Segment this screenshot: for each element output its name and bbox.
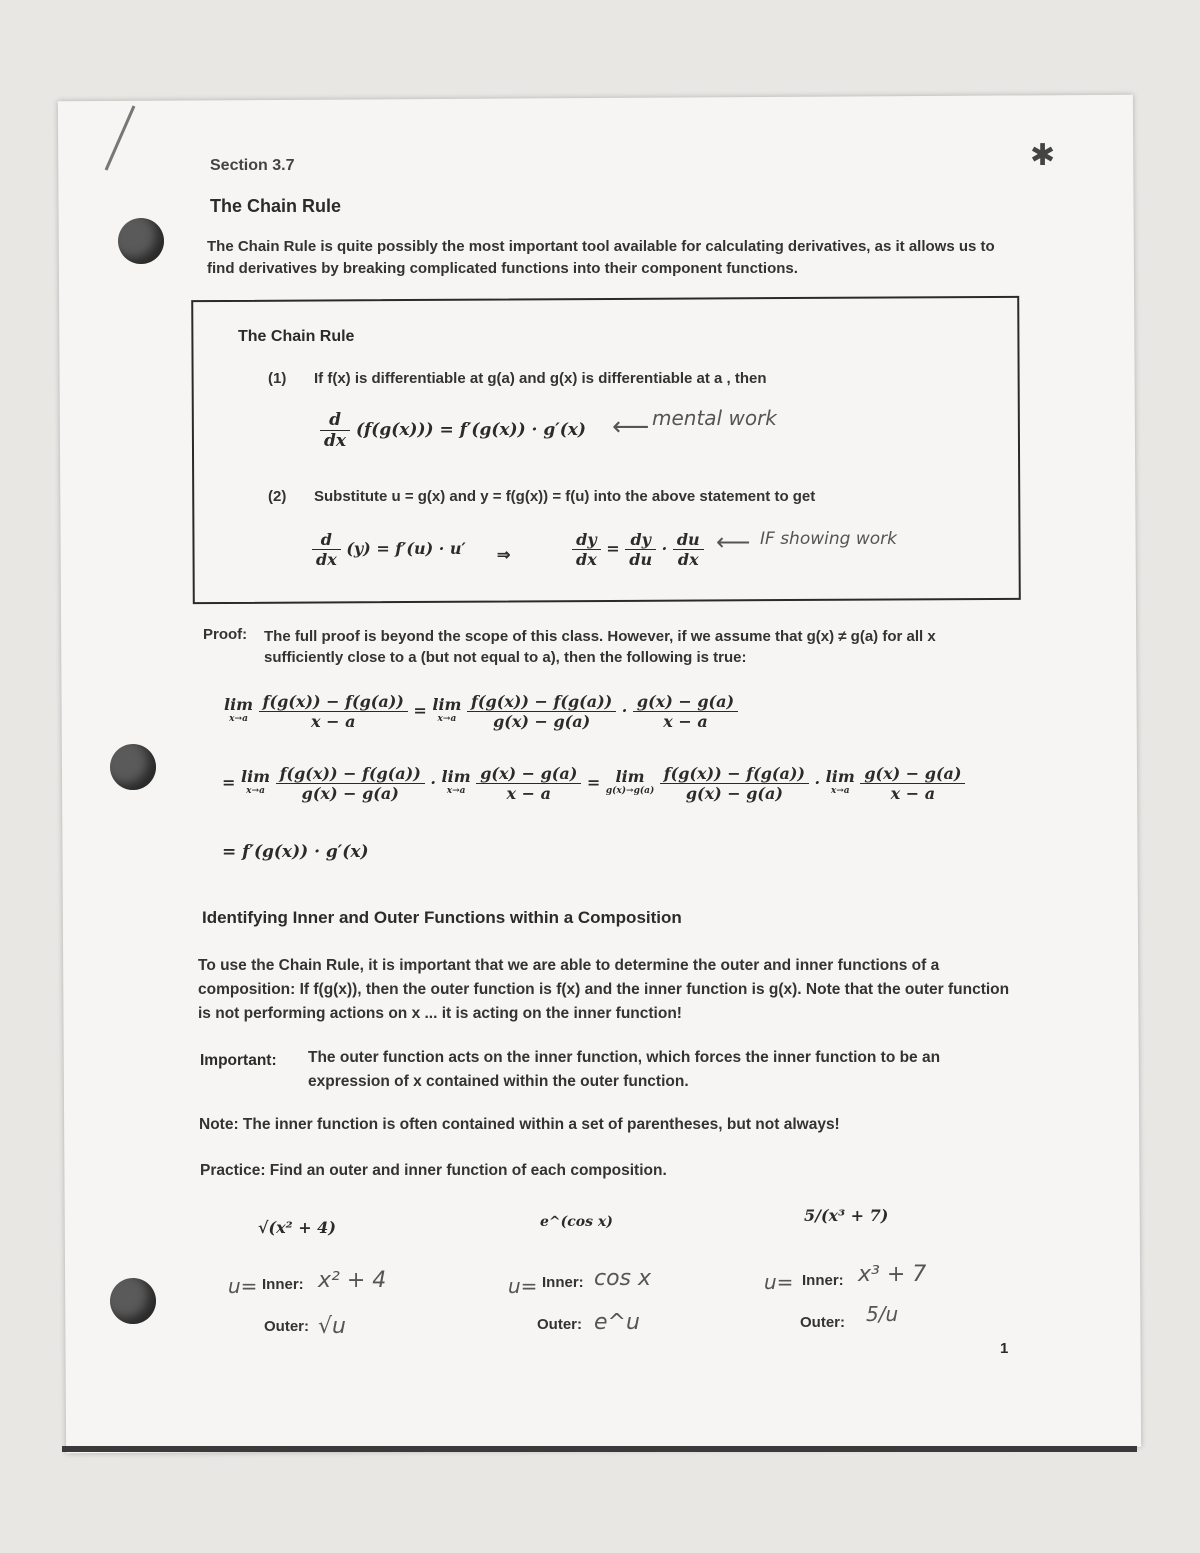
outer-label-1: Outer: <box>264 1318 309 1335</box>
handwritten-note-mental-work: mental work <box>652 406 777 430</box>
box-title: The Chain Rule <box>238 328 355 345</box>
identify-heading: Identifying Inner and Outer Functions within a Composition <box>202 908 682 927</box>
item1-number: (1) <box>268 370 287 387</box>
item1-formula <box>320 410 586 451</box>
proof-line-2: = lim x→a $\frac{f(g(x)) - f(g(a))}{g(x) - g(a)}$ · lim x→a $\frac{g(x) - g(a)}{x - a}$ = lim g(x)→g(a) $\frac{f(g(x)) - f(g(a))}{g(x) - g(a)}$ · lim x→a $\frac{g(x) - g(a)}{x - a}$ <box>222 764 965 803</box>
page-shadow-edge <box>62 1446 1137 1452</box>
item2-formula-left: $\frac{d}{dx}$ (y) = f′(u) · u′ <box>312 530 466 569</box>
item2-number: (2) <box>268 488 287 505</box>
u-mark-3: u= <box>764 1270 794 1294</box>
section-label: Section 3.7 <box>210 157 295 174</box>
item1-text: If f(x) is differentiable at g(a) and g(x) is differentiable at a , then <box>314 370 767 387</box>
outer-label-3: Outer: <box>800 1314 845 1331</box>
arrow-note-1: ⟵ <box>612 412 650 442</box>
inner-answer-3: x³ + 7 <box>858 1262 927 1287</box>
item2-text: Substitute u = g(x) and y = f(g(x)) = f(u) into the above statement to get <box>314 488 816 505</box>
practice-expr-1: √(x² + 4) <box>258 1218 336 1237</box>
pencil-stroke-mark <box>100 100 140 180</box>
practice-expr-3: 5/(x³ + 7) <box>804 1206 889 1225</box>
inner-label-2: Inner: <box>542 1274 584 1291</box>
page-number: 1 <box>1000 1340 1009 1357</box>
page-title: The Chain Rule <box>210 196 342 216</box>
inner-label-3: Inner: <box>802 1272 844 1289</box>
d-dx-fraction: $\frac{d}{dx}$ <box>320 410 350 451</box>
item1-formula-body: (f(g(x))) = f′(g(x)) · g′(x) <box>355 420 586 440</box>
practice-expr-2: e^(cos x) <box>540 1214 613 1230</box>
outer-answer-3: 5/u <box>866 1302 899 1326</box>
important-label: Important: <box>200 1052 277 1069</box>
item2-formula-right: $\frac{dy}{dx}$ = $\frac{dy}{du}$ · $\frac{du}{dx}$ <box>572 530 704 569</box>
punch-hole-bottom <box>110 1278 156 1324</box>
inner-label-1: Inner: <box>262 1276 304 1293</box>
outer-answer-2: e^u <box>594 1310 640 1335</box>
star-mark: ✱ <box>1030 139 1056 172</box>
handwritten-note-showing-work: IF showing work <box>760 529 897 549</box>
proof-text: The full proof is beyond the scope of this class. However, if we assume that g(x) ≠ g(a) for all x sufficiently close to a (but not equal to a), then the following is true: <box>264 628 936 666</box>
identify-paragraph: To use the Chain Rule, it is important that we are able to determine the outer and inner functions of a composition: If f(g(x)), then the outer function is f(x) and the inner function is g(x). Note that the outer function is not performing actions on x ... it is acting on the inner function! <box>198 957 1010 1022</box>
punch-hole-top <box>118 218 164 264</box>
u-mark-1: u= <box>228 1274 258 1298</box>
inner-answer-1: x² + 4 <box>318 1268 387 1293</box>
punch-hole-middle <box>110 744 156 790</box>
outer-answer-1: √u <box>318 1314 346 1339</box>
important-text: The outer function acts on the inner function, which forces the inner function to be an expression of x contained within the outer function. <box>308 1049 941 1090</box>
note-text: Note: The inner function is often contained within a set of parentheses, but not always! <box>199 1116 840 1133</box>
intro-paragraph: The Chain Rule is quite possibly the most important tool available for calculating derivatives, as it allows us to find derivatives by breaking complicated functions into their component functions. <box>207 238 995 277</box>
proof-label: Proof: <box>203 626 248 643</box>
arrow-note-2: ⟵ <box>716 528 751 556</box>
implies-symbol: ⇒ <box>497 547 511 564</box>
u-mark-2: u= <box>508 1274 538 1298</box>
proof-line-3: = f′(g(x)) · g′(x) <box>222 842 369 862</box>
practice-prompt: Practice: Find an outer and inner function of each composition. <box>200 1162 667 1179</box>
proof-line-1: lim x→a $\frac{f(g(x)) - f(g(a))}{x - a}$ = lim x→a $\frac{f(g(x)) - f(g(a))}{g(x) - g(a)}$ · $\frac{g(x) - g(a)}{x - a}$ <box>224 692 738 731</box>
outer-label-2: Outer: <box>537 1316 582 1333</box>
inner-answer-2: cos x <box>594 1266 652 1291</box>
